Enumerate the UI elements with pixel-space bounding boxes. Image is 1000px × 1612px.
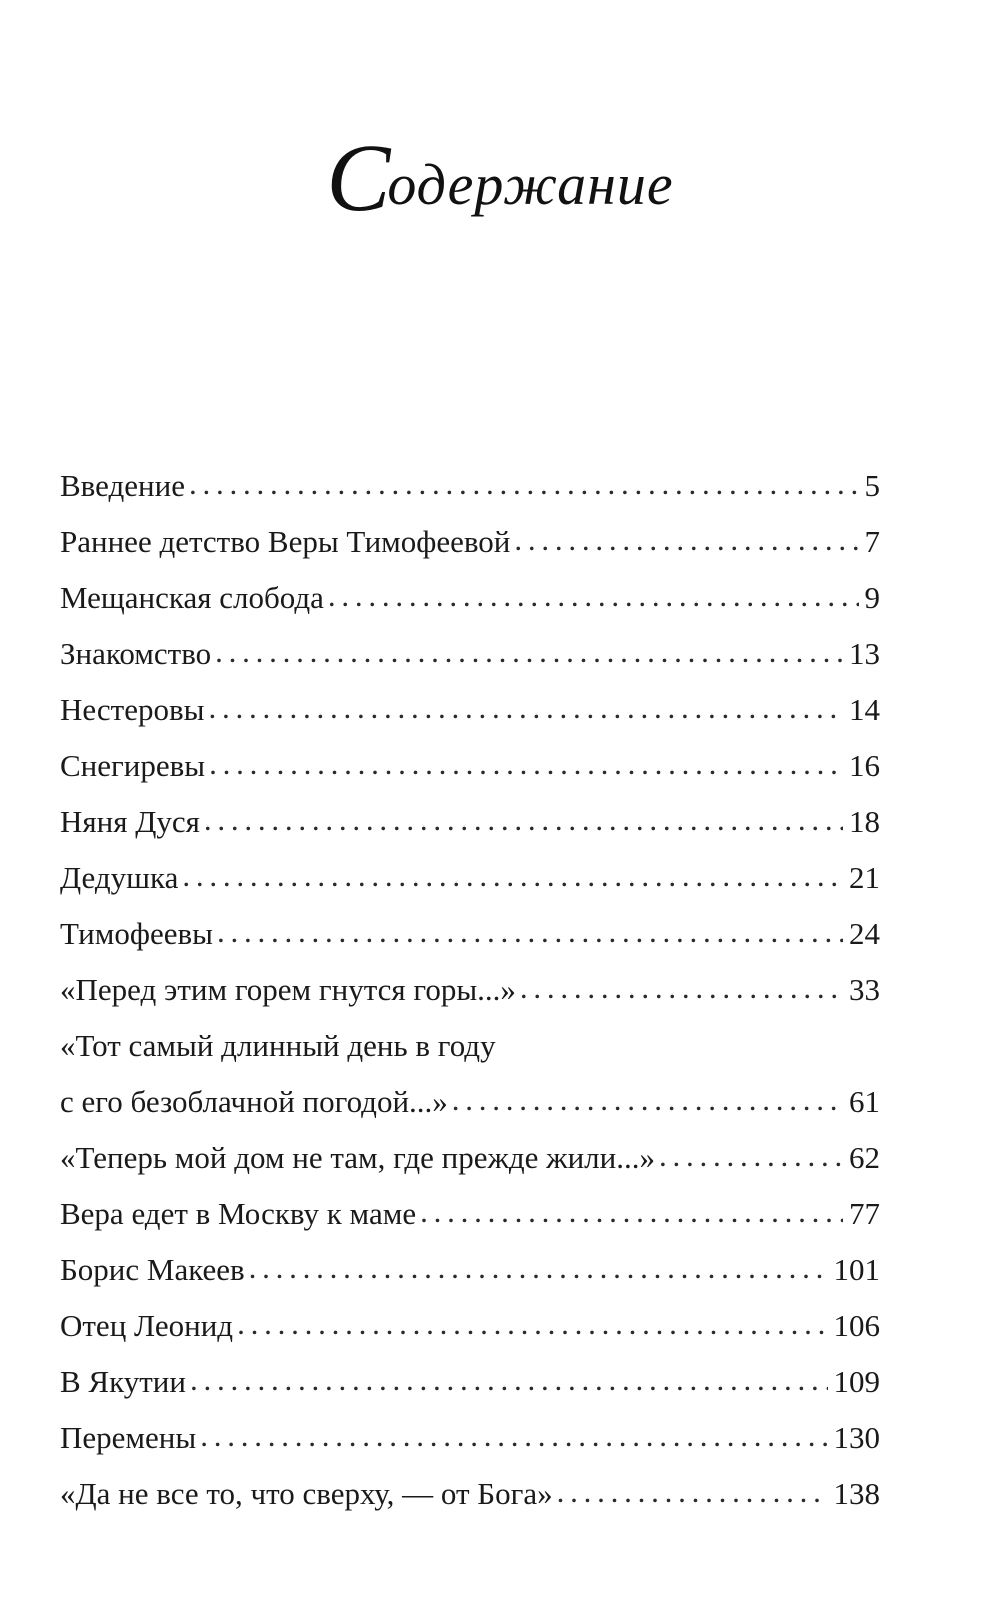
dot-leader bbox=[328, 568, 859, 624]
toc-entry bbox=[60, 962, 880, 1018]
toc-entry-title: Тимофеевы bbox=[60, 916, 213, 951]
toc-entry-page: 18 bbox=[849, 804, 880, 839]
toc-entry-title: Вера едет в Москву к маме bbox=[60, 1196, 417, 1231]
toc-entry bbox=[60, 906, 880, 962]
toc-entry-page: 77 bbox=[849, 1196, 880, 1231]
toc-entry bbox=[60, 1242, 880, 1298]
toc-entry-title: с его безоблачной погодой...» bbox=[60, 1084, 448, 1119]
dot-leader bbox=[190, 1352, 828, 1408]
toc-entry-page: 24 bbox=[849, 916, 880, 951]
toc-entry bbox=[60, 1466, 880, 1522]
toc-entry bbox=[60, 738, 880, 794]
dot-leader bbox=[204, 792, 843, 848]
toc-entry-page: 101 bbox=[833, 1252, 880, 1287]
toc-entry bbox=[60, 458, 880, 514]
toc-entry-page: 109 bbox=[833, 1364, 880, 1399]
dot-leader bbox=[182, 848, 843, 904]
toc-entry-page: 9 bbox=[864, 580, 880, 615]
dot-leader bbox=[249, 1240, 828, 1296]
toc-entry bbox=[60, 1410, 880, 1466]
title-rest: одержание bbox=[387, 152, 674, 217]
toc-entry-page: 106 bbox=[833, 1308, 880, 1343]
toc-entry bbox=[60, 850, 880, 906]
toc-entry-title: «Перед этим горем гнутся горы...» bbox=[60, 972, 516, 1007]
toc-entry-title: «Теперь мой дом не там, где прежде жили...» bbox=[60, 1140, 655, 1175]
toc-entry bbox=[60, 1130, 880, 1186]
toc-entry bbox=[60, 794, 880, 850]
toc-entry-title: Борис Макеев bbox=[60, 1252, 245, 1287]
dot-leader bbox=[200, 1408, 827, 1464]
page-title bbox=[0, 124, 1000, 231]
toc-entry bbox=[60, 682, 880, 738]
toc-entry bbox=[60, 1354, 880, 1410]
toc-entry bbox=[60, 1018, 880, 1130]
toc-entry-page: 61 bbox=[849, 1084, 880, 1119]
toc-entry bbox=[60, 1186, 880, 1242]
table-of-contents bbox=[60, 458, 880, 1522]
dot-leader bbox=[215, 624, 843, 680]
toc-entry-page: 14 bbox=[849, 692, 880, 727]
toc-entry-page: 7 bbox=[864, 524, 880, 559]
dot-leader bbox=[217, 904, 843, 960]
dot-leader bbox=[659, 1128, 843, 1184]
toc-entry-title: Няня Дуся bbox=[60, 804, 200, 839]
toc-entry-title: Раннее детство Веры Тимофеевой bbox=[60, 524, 511, 559]
dot-leader bbox=[209, 736, 843, 792]
toc-entry-page: 21 bbox=[849, 860, 880, 895]
dot-leader bbox=[452, 1072, 843, 1128]
toc-entry-title: Знакомство bbox=[60, 636, 212, 671]
toc-entry-page: 33 bbox=[849, 972, 880, 1007]
dot-leader bbox=[208, 680, 843, 736]
toc-entry-title: Нестеровы bbox=[60, 692, 205, 727]
toc-entry-page: 130 bbox=[833, 1420, 880, 1455]
toc-entry bbox=[60, 1298, 880, 1354]
toc-entry-title: Введение bbox=[60, 468, 185, 503]
toc-entry bbox=[60, 626, 880, 682]
toc-entry-page: 5 bbox=[864, 468, 880, 503]
toc-entry-page: 138 bbox=[833, 1476, 880, 1511]
toc-entry-title: В Якутии bbox=[60, 1364, 186, 1399]
dot-leader bbox=[237, 1296, 827, 1352]
dot-leader bbox=[520, 960, 843, 1016]
toc-entry-title: Дедушка bbox=[60, 860, 179, 895]
toc-entry-page: 62 bbox=[849, 1140, 880, 1175]
toc-entry-title: «Да не все то, что сверху, — от Бога» bbox=[60, 1476, 553, 1511]
toc-entry-title: Снегиревы bbox=[60, 748, 206, 783]
dot-leader bbox=[420, 1184, 843, 1240]
toc-entry-title: Перемены bbox=[60, 1420, 197, 1455]
dot-leader bbox=[514, 512, 858, 568]
dot-leader bbox=[189, 456, 859, 512]
toc-entry-title-line1: «Тот самый длинный день в году bbox=[60, 1028, 496, 1063]
toc-entry bbox=[60, 514, 880, 570]
title-initial: С bbox=[326, 124, 392, 231]
toc-entry-title: Отец Леонид bbox=[60, 1308, 234, 1343]
dot-leader bbox=[557, 1464, 828, 1520]
toc-entry-page: 16 bbox=[849, 748, 880, 783]
toc-entry-title: Мещанская слобода bbox=[60, 580, 324, 615]
toc-entry-page: 13 bbox=[849, 636, 880, 671]
toc-entry bbox=[60, 570, 880, 626]
